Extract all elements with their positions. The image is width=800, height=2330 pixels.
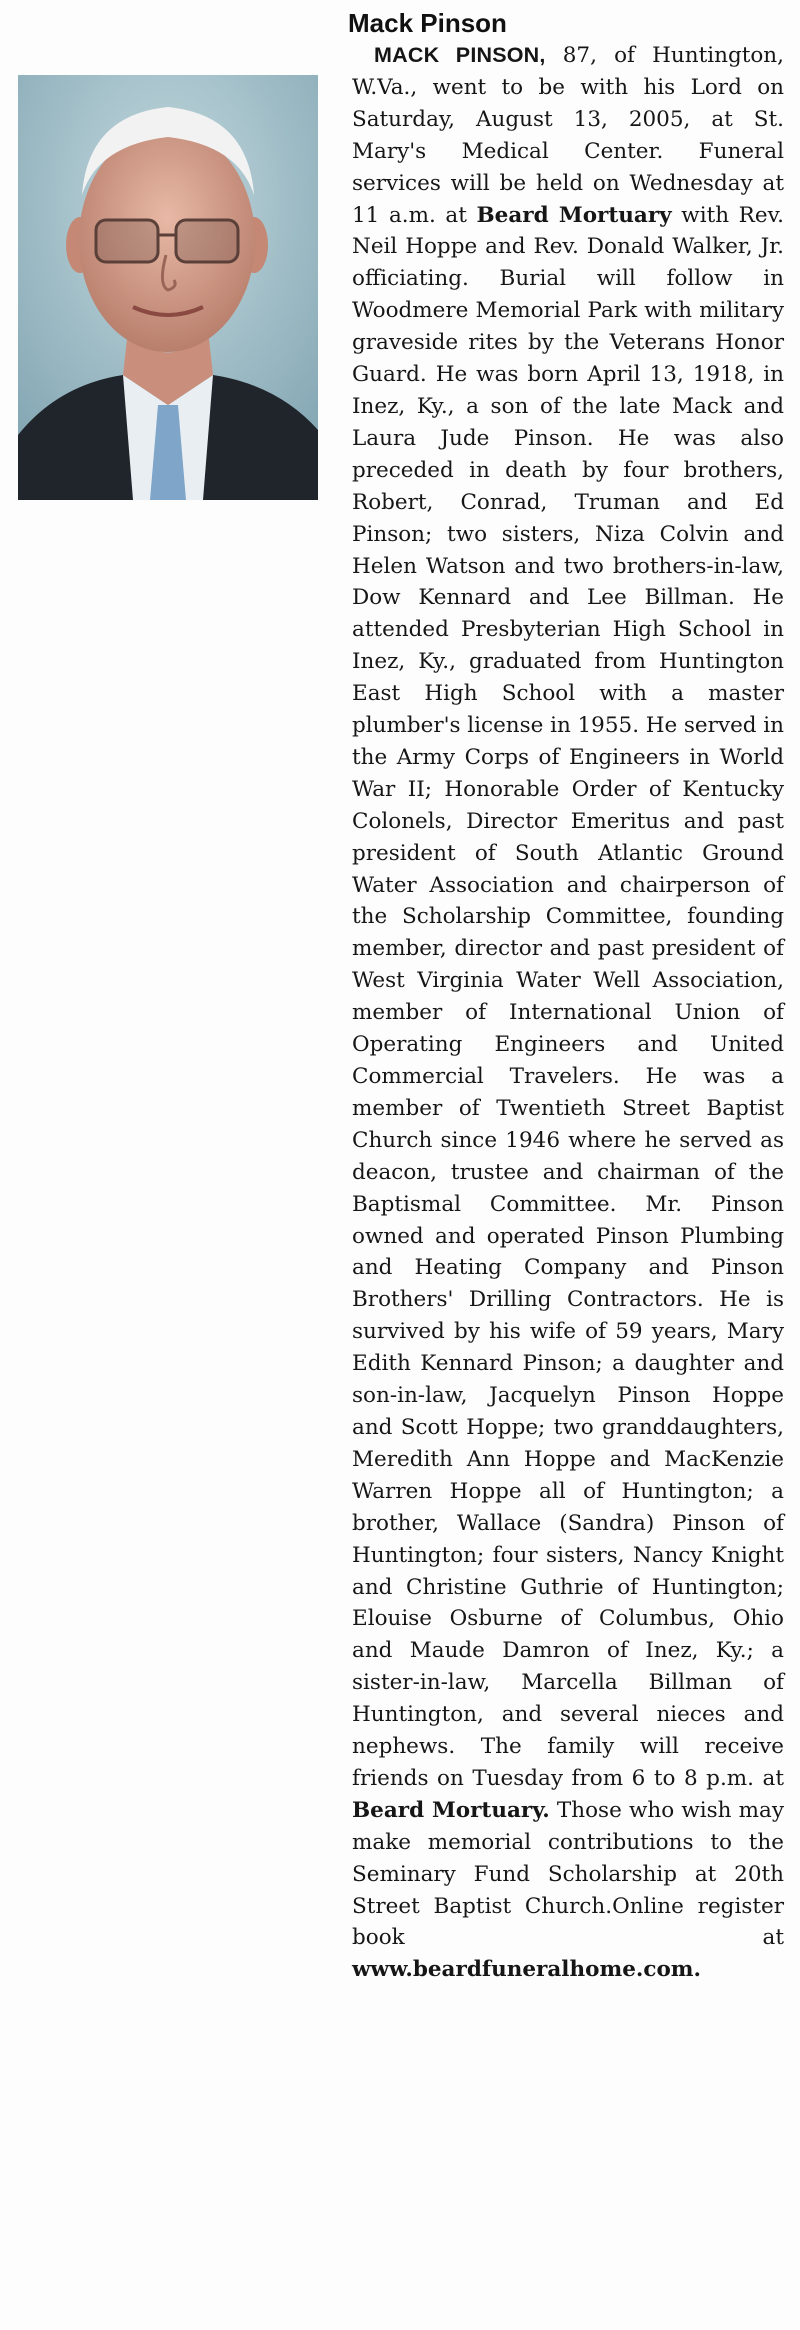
obituary-headline: Mack Pinson xyxy=(348,8,507,38)
obituary-body xyxy=(352,40,784,1986)
obituary-text-part-3: Those who wish may make memorial contributions to the Seminary Fund Scholarship at 20th Street Baptist Church.Online register book at xyxy=(352,1797,784,1951)
deceased-name: MACK PINSON, xyxy=(374,43,546,67)
mortuary-name: Beard Mortuary xyxy=(476,202,672,228)
obituary-text-part-2: with Rev. Neil Hoppe and Rev. Donald Walker, Jr. officiating. Burial will follow in Woodmere Memorial Park with military graveside rites by the Veterans Honor Guard. He was born April 13, 1918, in Inez, Ky., a son of the late Mack and Laura Jude Pinson. He was also preceded in death by four brothers, Robert, Conrad, Truman and Ed Pinson; two sisters, Niza Colvin and Helen Watson and two brothers-in-law, Dow Kennard and Lee Billman. He attended Presbyterian High School in Inez, Ky., graduated from Huntington East High School with a master plumber's license in 1955. He served in the Army Corps of Engineers in World War II; Honorable Order of Kentucky Colonels, Director Emeritus and past president of South Atlantic Ground Water Association and chairperson of the Scholarship Committee, founding member, director and past president of West Virginia Water Well Association, member of International Union of Operating Engineers and United Commercial Travelers. He was a member of Twentieth Street Baptist Church since 1946 where he served as deacon, trustee and chairman of the Baptismal Committee. Mr. Pinson owned and operated Pinson Plumbing and Heating Company and Pinson Brothers' Drilling Contractors. He is survived by his wife of 59 years, Mary Edith Kennard Pinson; a daughter and son-in-law, Jacquelyn Pinson Hoppe and Scott Hoppe; two granddaughters, Meredith Ann Hoppe and MacKenzie Warren Hoppe all of Huntington; a brother, Wallace (Sandra) Pinson of Huntington; four sisters, Nancy Knight and Christine Guthrie of Huntington; Elouise Osburne of Columbus, Ohio and Maude Damron of Inez, Ky.; a sister-in-law, Marcella Billman of Huntington, and several nieces and nephews. The family will receive friends on Tuesday from 6 to 8 p.m. at xyxy=(352,202,784,1791)
mortuary-name-second: Beard Mortuary. xyxy=(352,1797,550,1823)
portrait-photo-icon xyxy=(18,75,318,500)
obituary-text-part-1: 87, of Huntington, W.Va., went to be with his Lord on Saturday, August 13, 2005, at St. Mary's Medical Center. Funeral services will be held on Wednesday at 11 a.m. at xyxy=(352,43,784,228)
funeral-home-website: www.beardfuneralhome.com. xyxy=(352,1957,702,1983)
